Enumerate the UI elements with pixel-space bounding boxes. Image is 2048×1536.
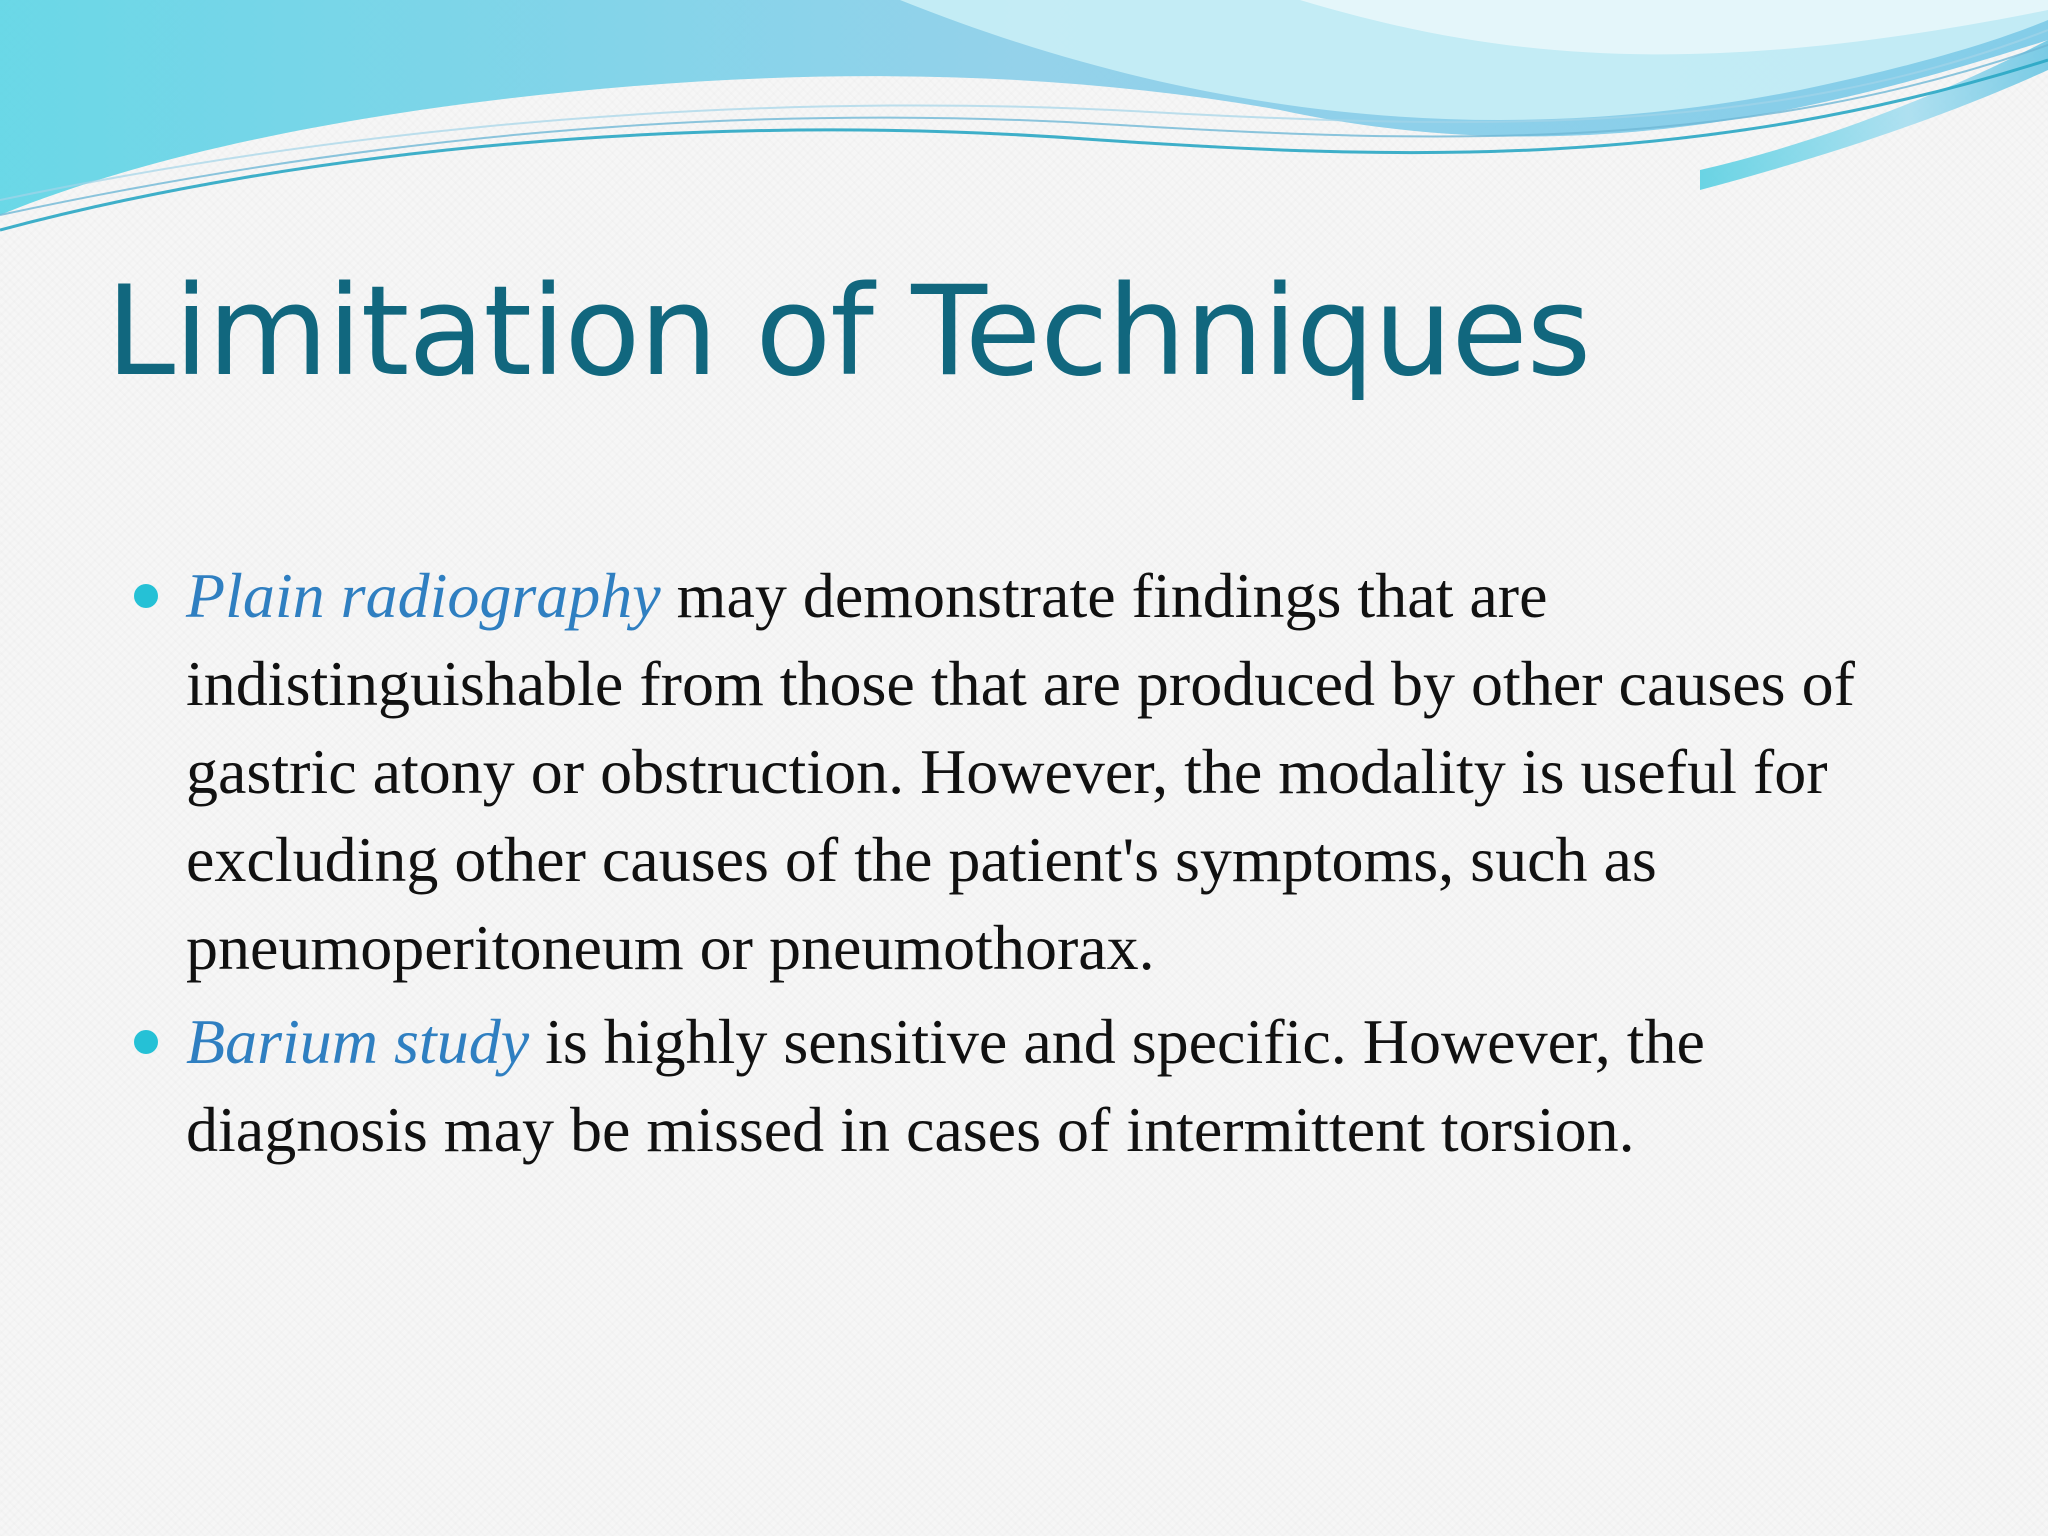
bullet-text: is highly sensitive and specific. However, the diagnosis may be missed in cases of intermittent torsion. bbox=[186, 1006, 1705, 1165]
bullet-term: Barium study bbox=[186, 1006, 530, 1077]
bullet-dot-icon bbox=[134, 1030, 158, 1054]
bullet-text: may demonstrate findings that are indistinguishable from those that are produced by other causes of gastric atony or obstruction. However, the modality is useful for excluding other causes of the patient's symptoms, such as pneumoperitoneum or pneumothorax. bbox=[186, 560, 1855, 983]
decorative-wave-header bbox=[0, 0, 2048, 260]
bullet-term: Plain radiography bbox=[186, 560, 661, 631]
bullet-item-plain-radiography bbox=[130, 552, 1890, 992]
bullet-item-barium-study bbox=[130, 998, 1890, 1174]
bullet-dot-icon bbox=[134, 584, 158, 608]
slide-title: Limitation of Techniques bbox=[106, 260, 1591, 404]
bullet-list bbox=[130, 552, 1890, 1180]
